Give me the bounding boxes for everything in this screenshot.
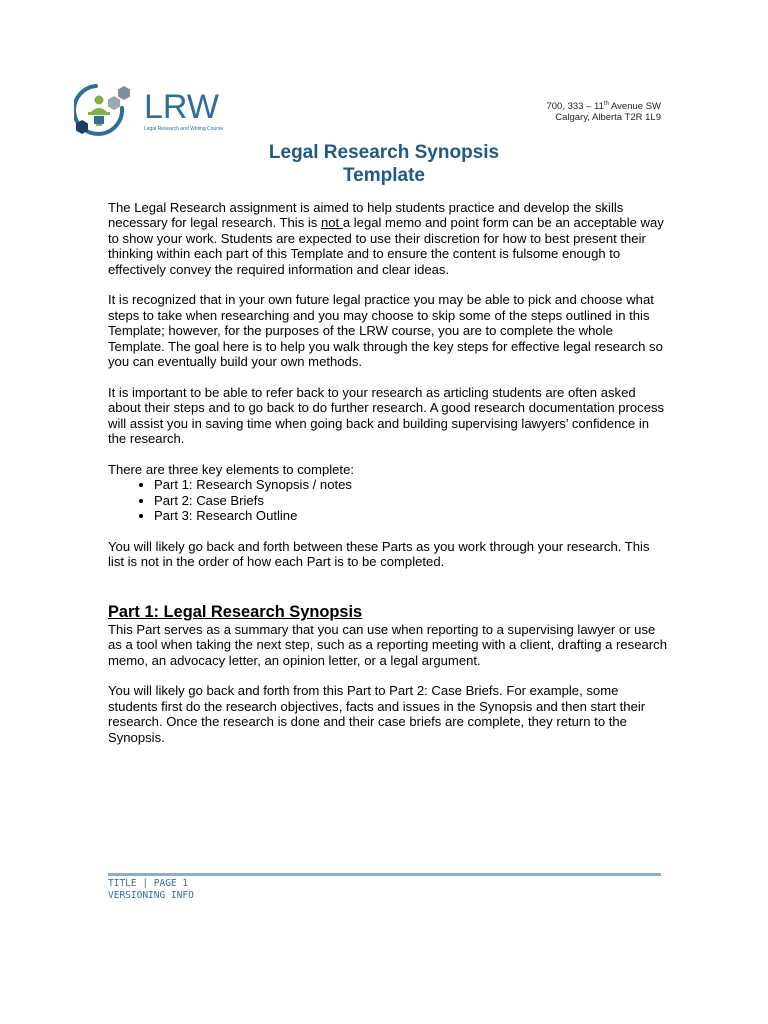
part1-paragraph-1: This Part serves as a summary that you can use when reporting to a supervising lawyer or use as a tool when taking the next step, such as a reporting meeting with a client, drafting a research memo, an advocacy letter, an opinion letter, or a legal argument. — [108, 621, 667, 668]
intro-text-after: a legal memo and point form can be an acceptable way to show your work. Students are expected to use their discretion for how to best present their thinking within each part of this Template and to ensure the content is fulsome enough to effectively convey the required information and clear ideas. — [108, 215, 664, 277]
lrw-logo — [74, 82, 244, 138]
intro-underlined-word: not — [320, 215, 343, 231]
paragraph-practice: It is recognized that in your own future legal practice you may be able to pick and choose what steps to take when researching and you may choose to skip some of the steps outlined in this Template; however, for the purposes of the LRW course, you are to complete the whole Template. The goal here is to help you walk through the key steps for effective legal research so you can eventually build your own methods. — [108, 292, 663, 370]
paragraph-order: You will likely go back and forth between these Parts as you work through your research. This list is not in the order of how each Part is to be completed. — [108, 538, 650, 570]
address-line-1-sup: th — [603, 101, 609, 107]
footer-versioning: VERSIONING INFO — [108, 890, 194, 901]
elements-intro: There are three key elements to complete: — [108, 461, 354, 477]
document-title — [0, 141, 768, 187]
paragraph-importance: It is important to be able to refer back to your research as articling students are often asked about their steps and to go back to do further research. A good research documentation process will assist you in saving time when going back and building supervising lawyers’ confidence in the research. — [108, 384, 665, 447]
part1-heading: Part 1: Legal Research Synopsis — [108, 602, 363, 621]
list-item: • Part 1: Research Synopsis / notes — [154, 477, 668, 492]
list-item: • Part 3: Research Outline — [154, 508, 668, 523]
paragraph-intro — [108, 200, 668, 277]
list-item: • Part 2: Case Briefs — [154, 493, 668, 508]
address-block — [546, 99, 661, 123]
address-line-1 — [546, 99, 661, 112]
document-body — [108, 200, 668, 760]
logo-text: LRW — [144, 88, 219, 126]
logo-tagline: Legal Research and Writing Course — [144, 126, 224, 132]
address-line-2: Calgary, Alberta T2R 1L9 — [555, 112, 661, 124]
part1-paragraph-2: You will likely go back and forth from this Part to Part 2: Case Briefs. For example, some students first do the research objectives, facts and issues in the Synopsis and then start their research. Once the research is done and their case briefs are complete, they return to the Synopsis. — [108, 683, 646, 745]
address-line-1-prefix: 700, 333 – 11 — [546, 101, 604, 113]
title-line-1: Legal Research Synopsis — [268, 142, 500, 163]
elements-list — [108, 477, 668, 523]
footer-title-page: TITLE | PAGE 1 — [108, 878, 189, 889]
address-line-1-suffix: Avenue SW — [608, 101, 661, 113]
title-line-2: Template — [342, 165, 425, 186]
intro-text-before: The Legal Research assignment is aimed to help students practice and develop the skills necessary for legal research. This is — [108, 200, 624, 231]
lrw-logo-graphic — [74, 82, 244, 138]
footer — [108, 878, 194, 902]
footer-divider — [108, 873, 661, 876]
